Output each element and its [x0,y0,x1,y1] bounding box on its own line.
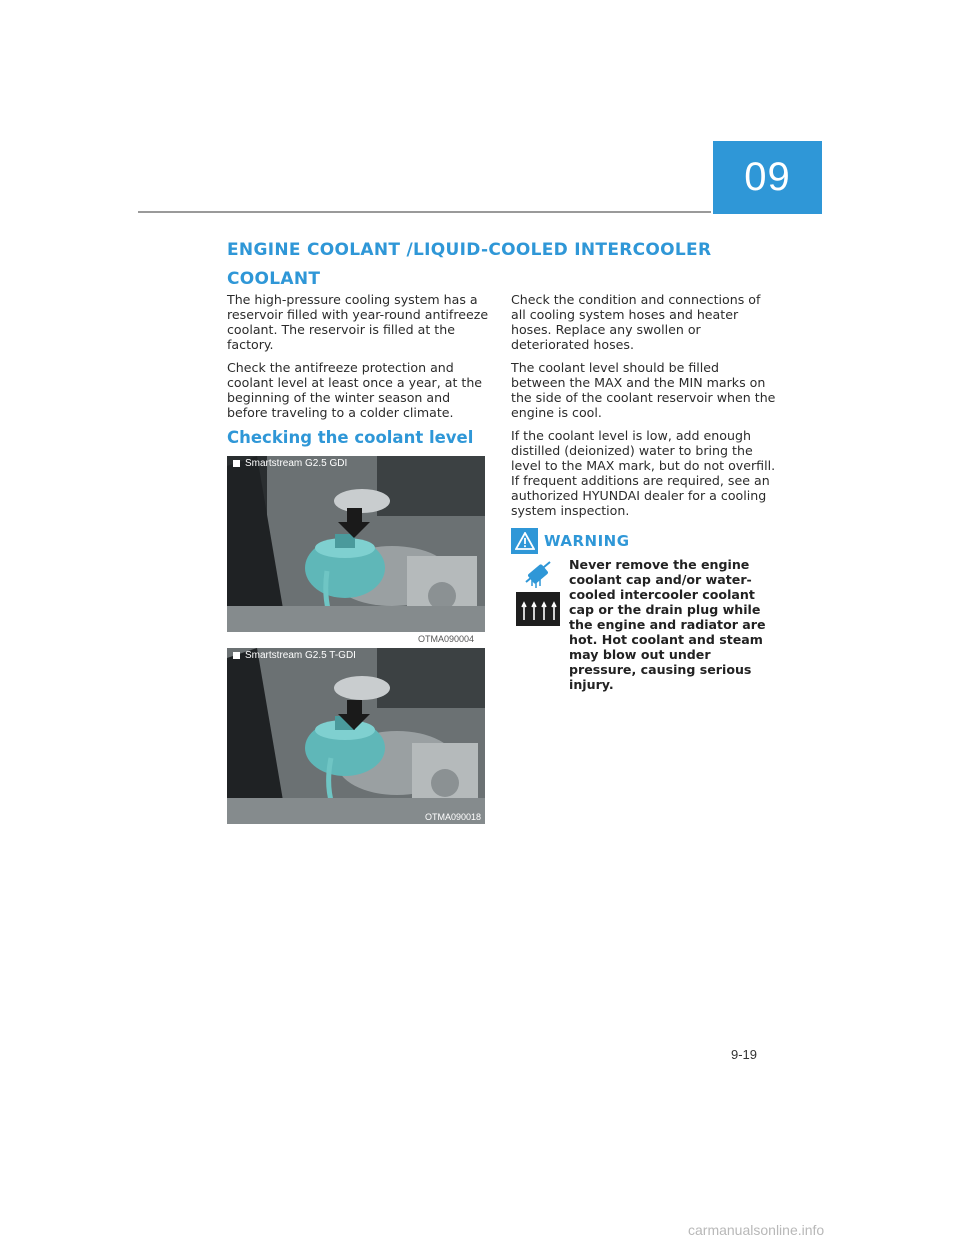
subheading: Checking the coolant level [227,428,474,447]
warning-triangle-icon [511,528,538,554]
page-number: 9-19 [731,1047,758,1062]
header-divider [138,211,711,213]
figure-label: Smartstream G2.5 GDI [233,458,347,469]
chapter-number: 09 [744,155,791,199]
right-column [511,292,776,526]
warning-header [511,528,630,554]
bullet-square-icon [233,652,240,659]
left-column [227,292,492,428]
paragraph: Check the antifreeze protection and coolant level at least once a year, at the beginning of the winter season and before traveling to a colder climate. [227,360,483,420]
section-title: ENGINE COOLANT /LIQUID-COOLED INTERCOOLER COOLANT [227,240,712,289]
warning-title: WARNING [544,532,630,550]
chapter-tab [713,141,822,214]
bullet-square-icon [233,460,240,467]
hot-coolant-icon [514,560,562,628]
engine-photo-g25-gdi [227,456,485,632]
figure-code: OTMA090018 [424,812,481,822]
figure-code: OTMA090004 [418,634,475,644]
paragraph: If the coolant level is low, add enough distilled (deionized) water to bring the level to the MAX mark, but do not overfill. If frequent additions are required, see an authorized HYUNDAI dealer for a cooling system inspection. [511,428,776,518]
watermark: carmanualsonline.info [688,1222,825,1238]
engine-photo-g25-tgdi [227,648,485,824]
paragraph: Check the condition and connections of all cooling system hoses and heater hoses. Replace any swollen or deteriorated hoses. [511,292,761,352]
paragraph: The coolant level should be filled between the MAX and the MIN marks on the side of the coolant reservoir when the engine is cool. [511,360,776,420]
warning-text: Never remove the engine coolant cap and/or water-cooled intercooler coolant cap or the drain plug while the engine and radiator are hot. Hot coolant and steam may blow out under pressure, causing serious injury. [569,557,766,692]
paragraph: The high-pressure cooling system has a reservoir filled with year-round antifreeze coolant. The reservoir is filled at the factory. [227,292,489,352]
figure-label: Smartstream G2.5 T-GDI [233,650,356,661]
